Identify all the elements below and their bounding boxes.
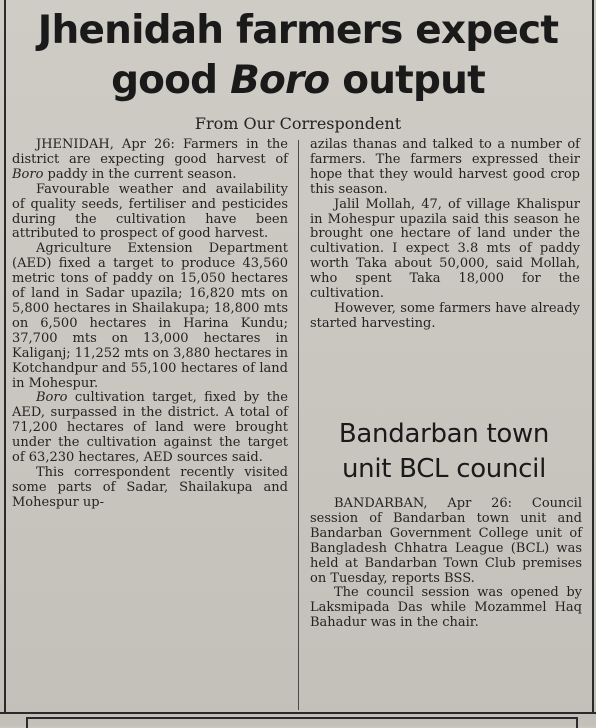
right-border-rule [592, 0, 594, 712]
left-paragraph-1 [12, 138, 288, 183]
right-paragraph-3: However, some farmers have already started harvesting. [310, 300, 580, 331]
headline-line1: Jhenidah farmers expect [37, 8, 559, 53]
headline-line2-start: good [111, 58, 231, 103]
headline-line2-end: output [329, 58, 485, 103]
left-paragraph-3: Agriculture Extension Department (AED) fixed a target to produce 43,560 metric tons of paddy on 15,050 hectares of land in Sadar upazila; 16,820 mts on 5,800 hectares in Shailakupa; 18,800 mts on 6,500 hectares in Harina Kundu; 37,700 mts on 13,000 hectares in Kaliganj; 11,252 mts on 3,880 hectares in Kotchandpur and 55,100 hectares of land in Mohespur. [12, 241, 288, 391]
article-right-column [310, 138, 580, 332]
main-headline [8, 6, 588, 106]
column-divider [298, 140, 299, 710]
left-paragraph-4 [12, 391, 288, 466]
sub-headline-line2: unit BCL council [341, 454, 547, 484]
left-p1-italic: Boro [12, 166, 44, 182]
secondary-paragraph-2: The council session was opened by Laksmipada Das while Mozammel Haq Bahadur was in the chair. [310, 585, 582, 631]
left-border-rule [4, 0, 6, 712]
secondary-paragraph-1: BANDARBAN, Apr 26: Council session of Bandarban town unit and Bandarban Government College unit of Bangladesh Chhatra League (BCL) was held at Bandarban Town Club premises on Tuesday, reports BSS. [310, 496, 582, 586]
right-paragraph-1: azilas thanas and talked to a number of farmers. The farmers expressed their hope that they would harvest good crop this season. [310, 137, 580, 197]
left-p4-text: cultivation target, fixed by the AED, surpassed in the district. A total of 71,200 hectares of land were brought under the cultivation against the target of 63,230 hectares, AED sources said. [12, 390, 288, 466]
right-paragraph-2: Jalil Mollah, 47, of village Khalispur in Mohespur upazila said this season he brought one hectare of land under the cultivation. I expect 3.8 mts of paddy worth Taka about 50,000, said Mollah, who spent Taka 18,000 for the cultivation. [310, 196, 580, 302]
bottom-border-rule [0, 712, 596, 714]
left-p1-text-start: JHENIDAH, Apr 26: Farmers in the district are expecting good harvest of [12, 137, 288, 167]
secondary-headline [302, 417, 586, 487]
article-left-column [12, 138, 288, 511]
left-p1-text-end: paddy in the current season. [43, 166, 237, 182]
left-paragraph-5: This correspondent recently visited some parts of Sadar, Shailakupa and Mohespur up- [12, 464, 288, 510]
byline: From Our Correspondent [194, 114, 402, 133]
headline-line2-italic: Boro [230, 58, 330, 103]
next-article-box-edge [26, 717, 578, 728]
secondary-article-column [310, 497, 582, 631]
sub-headline-line1: Bandarban town [338, 419, 550, 449]
left-p4-italic: Boro [36, 390, 68, 406]
left-paragraph-2: Favourable weather and availability of quality seeds, fertiliser and pesticides during the cultivation have been attributed to prospect of good harvest. [12, 181, 288, 242]
